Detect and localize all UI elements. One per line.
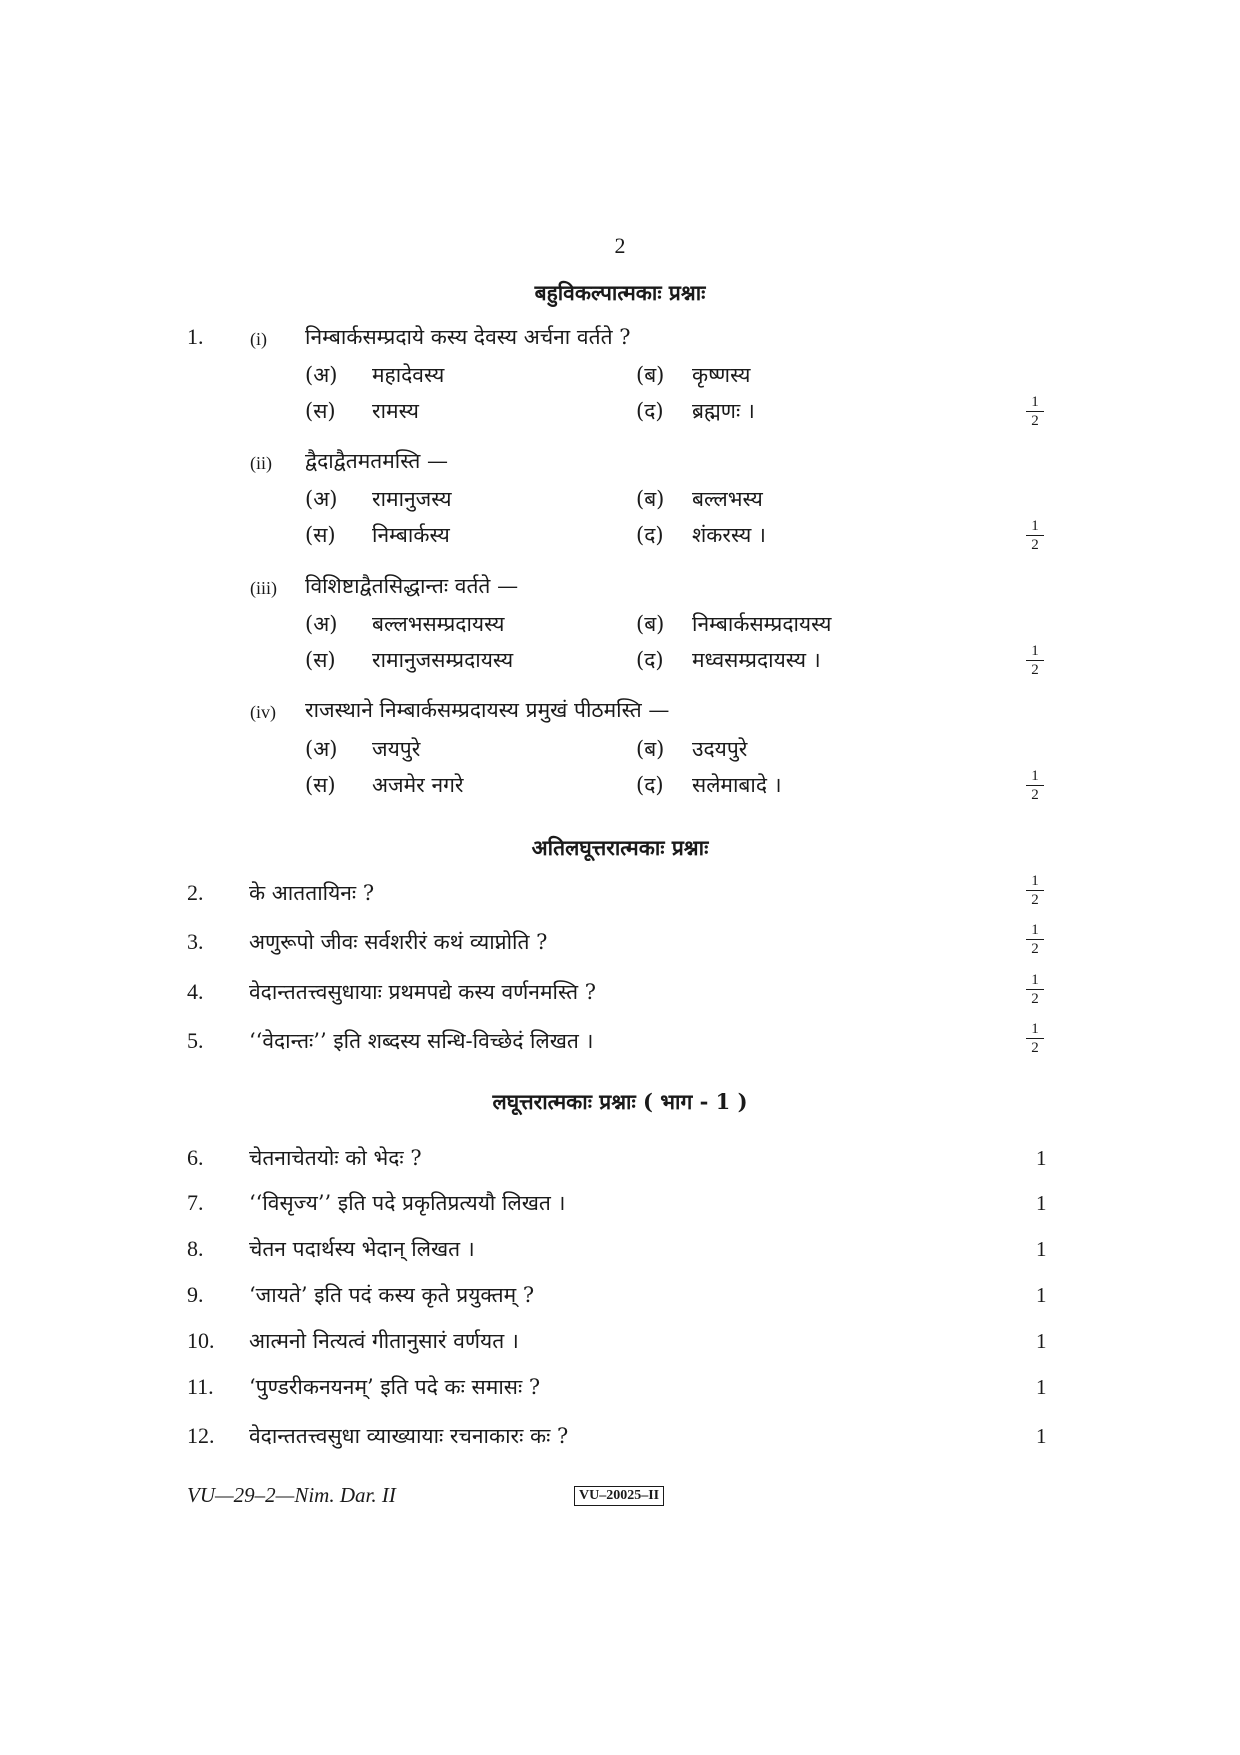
part-roman: (iii) bbox=[250, 578, 277, 598]
question-item bbox=[0, 1143, 1240, 1173]
option-text: कृष्णस्य bbox=[692, 363, 751, 387]
option-label: (ब) bbox=[636, 737, 665, 761]
question-text: वेदान्ततत्त्वसुधा व्याख्यायाः रचनाकारः कः ? bbox=[249, 1424, 569, 1448]
option-text: जयपुरे bbox=[372, 737, 421, 761]
question-text: ‘पुण्डरीकनयनम्’ इति पदे कः समासः ? bbox=[249, 1375, 541, 1399]
option-text: निम्बार्कस्य bbox=[372, 523, 450, 547]
question-marks: 1 bbox=[1036, 1283, 1047, 1307]
section-heading-very-short: अतिलघूत्तरात्मकाः प्रश्नाः bbox=[531, 835, 709, 860]
half-mark: 1 2 bbox=[1024, 643, 1046, 678]
part-text: द्वैदाद्वैतमतमस्ति — bbox=[305, 449, 449, 473]
question-marks: 1 bbox=[1036, 1329, 1047, 1353]
question-item bbox=[0, 1421, 1240, 1451]
option-label: (अ) bbox=[305, 612, 338, 636]
option-text: बल्लभस्य bbox=[692, 487, 763, 511]
question-item bbox=[0, 1372, 1240, 1402]
option-label: (अ) bbox=[305, 487, 338, 511]
half-mark: 1 2 bbox=[1024, 873, 1046, 908]
option-text: सलेमाबादे । bbox=[692, 773, 782, 797]
half-mark: 1 2 bbox=[1024, 394, 1046, 429]
question-marks: 1 bbox=[1036, 1237, 1047, 1261]
part-text: विशिष्टाद्वैतसिद्धान्तः वर्तते — bbox=[305, 574, 519, 598]
question-marks: 1 bbox=[1036, 1375, 1047, 1399]
question-item bbox=[0, 977, 1240, 1007]
question-item bbox=[0, 927, 1240, 957]
option-text: मध्वसम्प्रदायस्य । bbox=[692, 648, 821, 672]
question-text: चेतनाचेतयोः को भेदः ? bbox=[249, 1146, 422, 1170]
question-number: 8. bbox=[187, 1236, 204, 1261]
half-mark: 1 2 bbox=[1024, 922, 1046, 957]
section-heading-short: लघूत्तरात्मकाः प्रश्नाः ( भाग - 1 ) bbox=[492, 1089, 748, 1114]
question-text: आत्मनो नित्यत्वं गीतानुसारं वर्णयत । bbox=[249, 1329, 519, 1353]
question-text: चेतन पदार्थस्य भेदान् लिखत । bbox=[249, 1237, 475, 1261]
question-number: 2. bbox=[187, 880, 204, 905]
option-label: (द) bbox=[636, 523, 664, 547]
question-item bbox=[0, 1326, 1240, 1356]
option-text: बल्लभसम्प्रदायस्य bbox=[372, 612, 505, 636]
part-text: निम्बार्कसम्प्रदाये कस्य देवस्य अर्चना वर्तते ? bbox=[305, 325, 631, 349]
question-number: 3. bbox=[187, 929, 204, 954]
option-text: ब्रह्मणः । bbox=[692, 399, 755, 423]
question-item bbox=[0, 1280, 1240, 1310]
option-label: (द) bbox=[636, 648, 664, 672]
half-mark: 1 2 bbox=[1024, 768, 1046, 803]
question-text: वेदान्ततत्त्वसुधायाः प्रथमपद्ये कस्य वर्णनमस्ति ? bbox=[249, 980, 597, 1004]
question-item bbox=[0, 878, 1240, 908]
footer-box-code: VU–20025–II bbox=[574, 1486, 664, 1506]
question-marks: 1 bbox=[1036, 1191, 1047, 1215]
question-text: के आततायिनः ? bbox=[249, 881, 375, 905]
option-text: निम्बार्कसम्प्रदायस्य bbox=[692, 612, 832, 636]
option-label: (अ) bbox=[305, 737, 338, 761]
option-label: (ब) bbox=[636, 487, 665, 511]
question-marks: 1 bbox=[1036, 1424, 1047, 1448]
question-number: 6. bbox=[187, 1145, 204, 1170]
half-mark: 1 2 bbox=[1024, 518, 1046, 553]
page-number: 2 bbox=[614, 233, 626, 258]
question-text: ‘‘वेदान्तः’’ इति शब्दस्य सन्धि-विच्छेदं लिखत । bbox=[249, 1029, 594, 1053]
option-text: रामानुजसम्प्रदायस्य bbox=[372, 648, 514, 672]
question-item bbox=[0, 1188, 1240, 1218]
question-text: अणुरूपो जीवः सर्वशरीरं कथं व्याप्नोति ? bbox=[249, 930, 548, 954]
option-text: उदयपुरे bbox=[692, 737, 748, 761]
section-heading-mcq: बहुविकल्पात्मकाः प्रश्नाः bbox=[534, 280, 706, 305]
part-text: राजस्थाने निम्बार्कसम्प्रदायस्य प्रमुखं पीठमस्ति — bbox=[305, 698, 670, 722]
footer-paper-code: VU—29–2—Nim. Dar. II bbox=[187, 1483, 396, 1507]
question-number: 9. bbox=[187, 1282, 204, 1307]
option-label: (ब) bbox=[636, 363, 665, 387]
question-number: 11. bbox=[187, 1374, 214, 1399]
part-roman: (iv) bbox=[250, 702, 276, 722]
option-label: (स) bbox=[305, 399, 336, 423]
question-number: 10. bbox=[187, 1328, 215, 1353]
question-number: 4. bbox=[187, 979, 204, 1004]
question-text: ‘‘विसृज्य’’ इति पदे प्रकृतिप्रत्ययौ लिखत । bbox=[249, 1191, 566, 1215]
option-label: (स) bbox=[305, 523, 336, 547]
half-mark: 1 2 bbox=[1024, 972, 1046, 1007]
option-label: (अ) bbox=[305, 363, 338, 387]
question-number: 1. bbox=[187, 324, 204, 349]
part-roman: (i) bbox=[250, 329, 267, 349]
option-label: (द) bbox=[636, 399, 664, 423]
option-label: (स) bbox=[305, 648, 336, 672]
question-number: 5. bbox=[187, 1028, 204, 1053]
option-text: रामस्य bbox=[372, 399, 419, 423]
option-text: शंकरस्य । bbox=[692, 523, 766, 547]
option-label: (स) bbox=[305, 773, 336, 797]
option-text: महादेवस्य bbox=[372, 363, 445, 387]
question-text: ‘जायते’ इति पदं कस्य कृते प्रयुक्तम् ? bbox=[249, 1283, 535, 1307]
question-number: 7. bbox=[187, 1190, 204, 1215]
question-marks: 1 bbox=[1036, 1146, 1047, 1170]
half-mark: 1 2 bbox=[1024, 1021, 1046, 1056]
option-text: रामानुजस्य bbox=[372, 487, 452, 511]
part-roman: (ii) bbox=[250, 453, 272, 473]
question-item bbox=[0, 1234, 1240, 1264]
option-label: (ब) bbox=[636, 612, 665, 636]
question-item bbox=[0, 1026, 1240, 1056]
option-label: (द) bbox=[636, 773, 664, 797]
option-text: अजमेर नगरे bbox=[372, 773, 464, 797]
question-number: 12. bbox=[187, 1423, 215, 1448]
